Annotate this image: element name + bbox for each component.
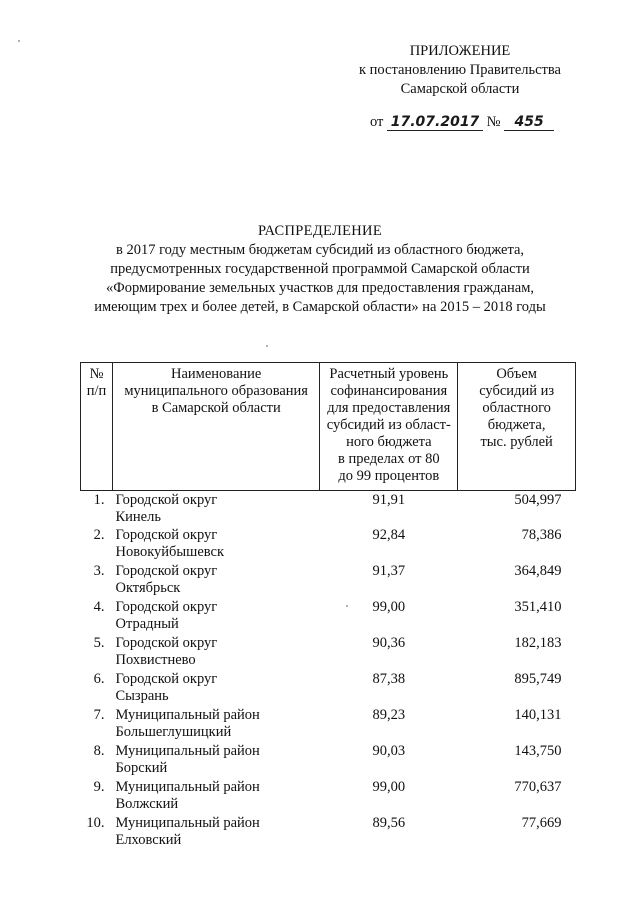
- table-row: [81, 599, 576, 635]
- row-level: 92,84: [372, 526, 406, 543]
- row-volume: 895,749: [514, 670, 562, 687]
- row-level: 89,23: [372, 706, 406, 723]
- row-level: 91,37: [372, 562, 406, 579]
- row-name: Муниципальный район Борский: [115, 742, 260, 776]
- row-name: Городской округ Отрадный: [115, 598, 218, 632]
- row-volume: 182,183: [514, 634, 562, 651]
- distribution-table: [80, 362, 576, 851]
- table-body: [81, 491, 576, 851]
- row-volume: 770,637: [514, 778, 562, 795]
- scan-speck: [266, 345, 268, 347]
- header-name: Наименование муниципального образования в Самарской области: [112, 363, 319, 491]
- table-row: [81, 707, 576, 743]
- table-row: [81, 491, 576, 527]
- row-volume: 143,750: [514, 742, 562, 759]
- appendix-line-2: Самарской области: [400, 81, 520, 97]
- table-row: [81, 743, 576, 779]
- row-number: 3.: [93, 562, 105, 579]
- appendix-title: ПРИЛОЖЕНИЕ: [409, 43, 511, 59]
- row-volume: 351,410: [514, 598, 562, 615]
- appendix-line-1: к постановлению Правительства: [359, 62, 561, 78]
- row-name: Муниципальный район Елховский: [115, 814, 260, 848]
- heading-line-1: в 2017 году местным бюджетам субсидий из областного бюджета,: [115, 242, 525, 258]
- table-header: [81, 363, 576, 491]
- row-number: 8.: [93, 742, 105, 759]
- row-level: 99,00: [372, 598, 406, 615]
- row-level: 90,36: [372, 634, 406, 651]
- row-number: 6.: [93, 670, 105, 687]
- order-reference: [370, 114, 590, 131]
- heading-title: РАСПРЕДЕЛЕНИЕ: [258, 223, 382, 239]
- row-number: 7.: [93, 706, 105, 723]
- row-volume: 77,669: [521, 814, 562, 831]
- heading-line-3: «Формирование земельных участков для предоставления гражданам,: [105, 280, 534, 296]
- row-level: 91,91: [372, 492, 406, 508]
- row-name: Муниципальный район Большеглушицкий: [115, 706, 260, 740]
- row-name: Городской округ Похвистнево: [115, 634, 218, 668]
- row-number: 1.: [93, 492, 105, 508]
- row-volume: 78,386: [521, 526, 562, 543]
- row-level: 99,00: [372, 778, 406, 795]
- document-heading: [40, 222, 600, 317]
- row-level: 89,56: [372, 814, 406, 831]
- row-name: Городской округ Кинель: [115, 492, 218, 525]
- table-row: [81, 815, 576, 851]
- row-number: 10.: [86, 814, 105, 831]
- row-volume: 504,997: [514, 492, 562, 508]
- row-volume: 364,849: [514, 562, 562, 579]
- row-number: 2.: [93, 526, 105, 543]
- scan-speck: [346, 605, 348, 607]
- row-number: 5.: [93, 634, 105, 651]
- row-volume: 140,131: [514, 706, 562, 723]
- row-level: 90,03: [372, 742, 406, 759]
- scan-speck: [18, 40, 20, 42]
- row-name: Городской округ Октябрьск: [115, 562, 218, 596]
- table-row: [81, 563, 576, 599]
- row-level: 87,38: [372, 670, 406, 687]
- header-num: № п/п: [81, 363, 113, 491]
- appendix-block: [320, 42, 600, 99]
- order-date: 17.07.2017: [387, 114, 483, 131]
- order-number-sign: №: [486, 114, 501, 130]
- row-name: Муниципальный район Волжский: [115, 778, 260, 812]
- table-row: [81, 635, 576, 671]
- row-name: Городской округ Новокуйбышевск: [115, 526, 224, 560]
- row-number: 4.: [93, 598, 105, 615]
- row-number: 9.: [93, 778, 105, 795]
- table-row: [81, 671, 576, 707]
- header-volume: Объем субсидий из областного бюджета, тыс. рублей: [458, 363, 576, 491]
- row-name: Городской округ Сызрань: [115, 670, 218, 704]
- heading-line-2: предусмотренных государственной программой Самарской области: [110, 261, 530, 277]
- order-from-label: от: [370, 114, 384, 130]
- order-number: 455: [504, 114, 554, 131]
- heading-line-4: имеющим трех и более детей, в Самарской области» на 2015 – 2018 годы: [94, 299, 546, 315]
- table-row: [81, 527, 576, 563]
- header-level: Расчетный уровень софинансирования для предоставления субсидий из област- ного бюджета в пределах от 80 до 99 процентов: [320, 363, 458, 491]
- table-row: [81, 779, 576, 815]
